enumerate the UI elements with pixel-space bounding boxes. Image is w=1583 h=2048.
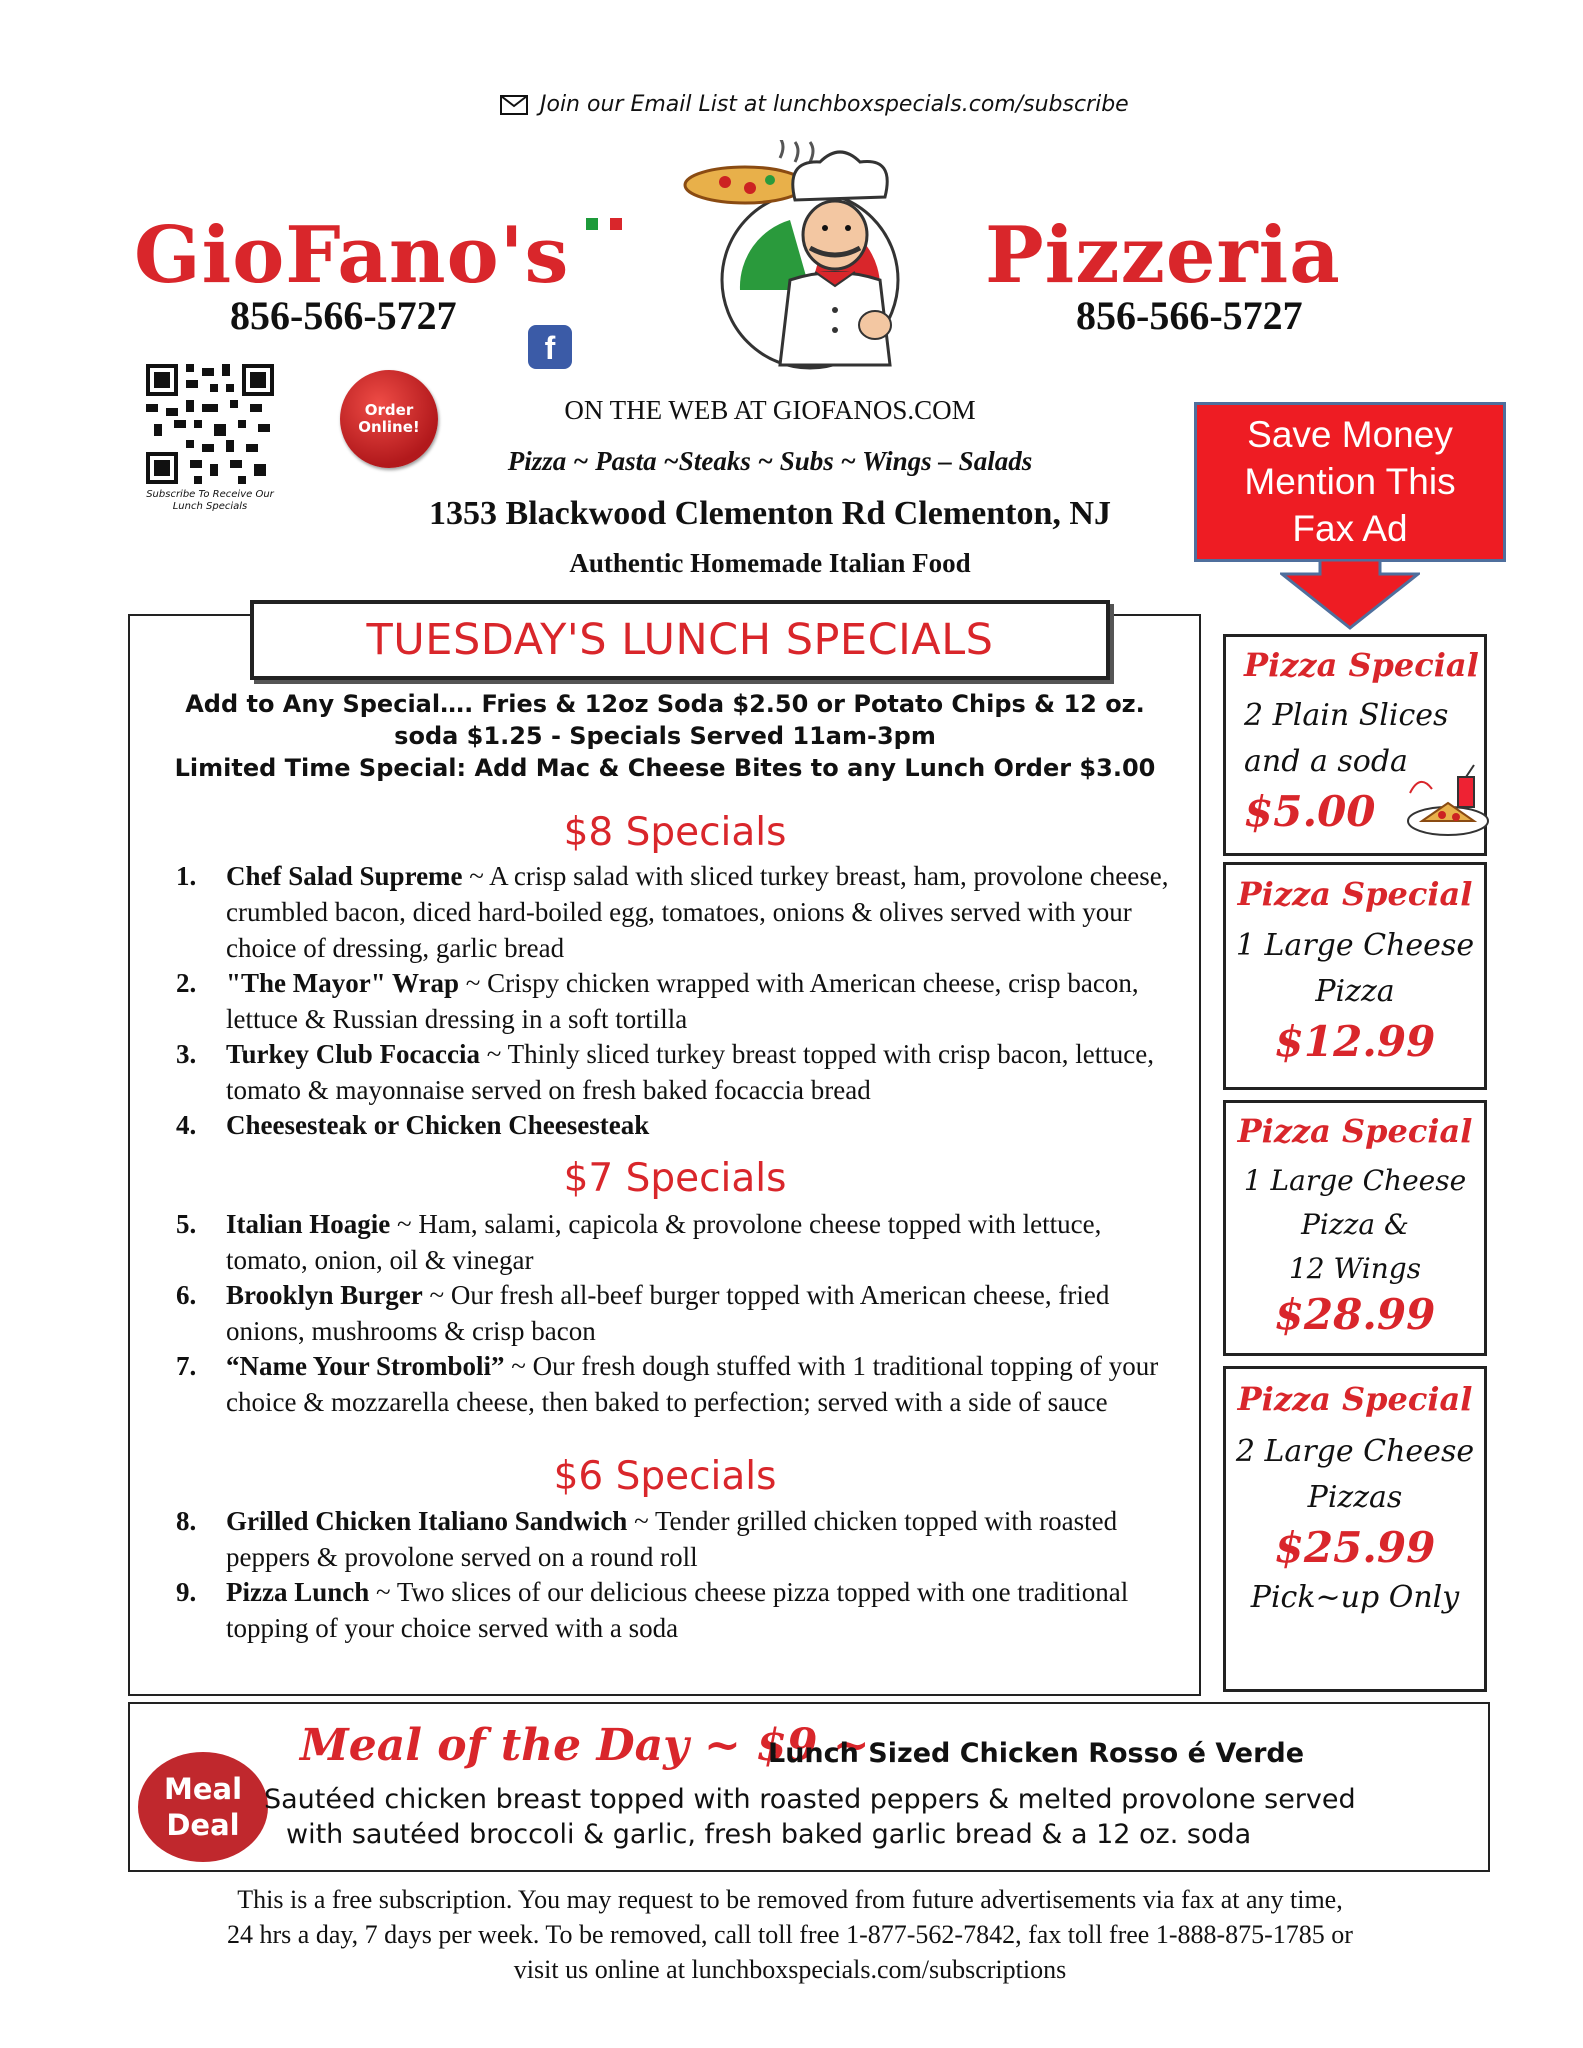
callout-line-1: Save Money bbox=[1247, 414, 1453, 455]
footer-line-2: 24 hrs a day, 7 days per week. To be removed, call toll free 1-877-562-7842, fax toll free 1-888-875-1785 or bbox=[227, 1920, 1353, 1949]
meal-description-line-2: with sautéed broccoli & garlic, fresh baked garlic bread & a 12 oz. soda bbox=[286, 1819, 1252, 1850]
menu-item bbox=[176, 1036, 1176, 1108]
restaurant-address: 1353 Blackwood Clementon Rd Clementon, NJ bbox=[429, 495, 1111, 532]
pizza-special-price: $25.99 bbox=[1274, 1523, 1436, 1572]
pizza-special-heading: Pizza Special bbox=[1244, 646, 1479, 684]
menu-item bbox=[176, 1574, 1176, 1646]
item-text bbox=[226, 858, 1176, 966]
section-heading-7: $7 Specials bbox=[563, 1156, 787, 1201]
item-name: Italian Hoagie bbox=[226, 1209, 391, 1239]
specials-title: TUESDAY'S LUNCH SPECIALS bbox=[366, 615, 994, 665]
footer-line-3[interactable]: visit us online at lunchboxspecials.com/subscriptions bbox=[513, 1955, 1067, 1984]
menu-item bbox=[176, 1107, 1176, 1143]
limited-time-note: Limited Time Special: Add Mac & Cheese Bites to any Lunch Order $3.00 bbox=[174, 754, 1156, 782]
item-name: "The Mayor" Wrap bbox=[226, 968, 459, 998]
item-description: ~ Ham, salami, capicola & provolone cheese topped with lettuce, tomato, onion, oil & vinegar bbox=[226, 1209, 1102, 1275]
item-number: 1. bbox=[176, 861, 197, 891]
footer-disclaimer bbox=[110, 1882, 1470, 1987]
menu-tagline: Pizza ~ Pasta ~Steaks ~ Subs ~ Wings – Salads bbox=[507, 446, 1033, 476]
menu-item bbox=[176, 858, 1176, 966]
section-heading-6: $6 Specials bbox=[553, 1454, 777, 1499]
item-number: 4. bbox=[176, 1110, 197, 1140]
meal-of-the-day-title: Meal of the Day ~ $9 ~ bbox=[300, 1720, 870, 1771]
pizza-special-line: 2 Large Cheese bbox=[1235, 1434, 1475, 1469]
pizza-special-line: Pizzas bbox=[1307, 1480, 1403, 1515]
phone-number-right[interactable]: 856-566-5727 bbox=[1076, 293, 1303, 338]
qr-code-icon[interactable] bbox=[146, 364, 274, 484]
menu-item bbox=[176, 1503, 1176, 1575]
pizza-special-line: 1 Large Cheese bbox=[1243, 1164, 1467, 1197]
pizza-special-card bbox=[1223, 1100, 1487, 1356]
meal-badge-line-2: Deal bbox=[166, 1808, 240, 1842]
item-text bbox=[226, 1206, 1176, 1278]
authentic-food-line: Authentic Homemade Italian Food bbox=[569, 548, 971, 578]
pizza-special-heading: Pizza Special bbox=[1237, 875, 1473, 913]
meal-description-line-1: Sautéed chicken breast topped with roasted peppers & melted provolone served bbox=[264, 1784, 1356, 1815]
soda-and-pizza-icon bbox=[1400, 763, 1496, 841]
item-number: 8. bbox=[176, 1506, 197, 1536]
meal-description bbox=[264, 1782, 1474, 1852]
item-description: ~ Crispy chicken wrapped with American cheese, crisp bacon, lettuce & Russian dressing in a soft tortilla bbox=[226, 968, 1139, 1034]
pizza-special-line: 12 Wings bbox=[1288, 1252, 1422, 1285]
meal-deal-badge bbox=[138, 1752, 268, 1862]
item-name: Chef Salad Supreme bbox=[226, 861, 463, 891]
addon-note bbox=[140, 688, 1190, 752]
item-text bbox=[226, 1036, 1176, 1108]
pizza-special-line: Pizza bbox=[1315, 974, 1395, 1009]
chef-logo-icon bbox=[670, 140, 930, 375]
pizza-special-price: $12.99 bbox=[1274, 1017, 1436, 1066]
pizza-special-card bbox=[1223, 862, 1487, 1090]
meal-of-the-day-subtitle: Lunch Sized Chicken Rosso é Verde bbox=[768, 1738, 1305, 1769]
pizza-special-note: Pick~up Only bbox=[1250, 1580, 1460, 1615]
pizza-special-heading: Pizza Special bbox=[1237, 1112, 1473, 1150]
pizza-special-price: $28.99 bbox=[1274, 1290, 1436, 1339]
qr-caption: Subscribe To Receive Our Lunch Specials bbox=[146, 489, 274, 512]
pizza-special-heading: Pizza Special bbox=[1237, 1380, 1473, 1418]
item-name: Grilled Chicken Italiano Sandwich bbox=[226, 1506, 628, 1536]
item-number: 3. bbox=[176, 1039, 197, 1069]
item-name: Cheesesteak or Chicken Cheesesteak bbox=[226, 1110, 650, 1140]
item-text bbox=[226, 1277, 1176, 1349]
addon-line-1: Add to Any Special…. Fries & 12oz Soda $2.50 or Potato Chips & 12 oz. bbox=[185, 690, 1145, 718]
footer-line-1: This is a free subscription. You may request to be removed from future advertisements via fax at any time, bbox=[237, 1885, 1343, 1914]
website-line[interactable]: ON THE WEB AT GIOFANOS.COM bbox=[564, 395, 976, 425]
item-number: 6. bbox=[176, 1280, 197, 1310]
down-arrow-icon bbox=[1280, 560, 1420, 630]
pizza-special-line: Pizza & bbox=[1301, 1208, 1409, 1241]
pizza-special-line: 2 Plain Slices bbox=[1244, 698, 1449, 733]
specials-title-box bbox=[250, 600, 1110, 680]
item-description: ~ A crisp salad with sliced turkey breast, ham, provolone cheese, crumbled bacon, diced hard-boiled egg, tomatoes, onions & olives served with your choice of dressing, garlic bread bbox=[226, 861, 1169, 963]
email-subscribe-text: Join our Email List at lunchboxspecials.com/subscribe bbox=[540, 92, 1129, 117]
item-name: “Name Your Stromboli” bbox=[226, 1351, 505, 1381]
item-description: ~ Two slices of our delicious cheese pizza topped with one traditional topping of your choice served with a soda bbox=[226, 1577, 1129, 1643]
item-text bbox=[226, 965, 1176, 1037]
item-description: ~ Thinly sliced turkey breast topped with crisp bacon, lettuce, tomato & mayonnaise served on fresh baked focaccia bread bbox=[226, 1039, 1154, 1105]
item-description: ~ Our fresh all-beef burger topped with American cheese, fried onions, mushrooms & crisp bacon bbox=[226, 1280, 1110, 1346]
menu-item bbox=[176, 1206, 1176, 1278]
brand-name-left: GioFano's bbox=[134, 210, 570, 301]
email-subscribe-line bbox=[500, 92, 1140, 117]
item-number: 9. bbox=[176, 1577, 197, 1607]
addon-line-2: soda $1.25 - Specials Served 11am-3pm bbox=[394, 722, 936, 750]
order-online-button[interactable]: Order Online! bbox=[340, 370, 438, 468]
phone-number-left[interactable]: 856-566-5727 bbox=[230, 293, 457, 338]
item-number: 5. bbox=[176, 1209, 197, 1239]
callout-line-3: Fax Ad bbox=[1292, 508, 1408, 549]
item-text bbox=[226, 1503, 1176, 1575]
item-number: 2. bbox=[176, 968, 197, 998]
item-description: ~ Tender grilled chicken topped with roasted peppers & provolone served on a round roll bbox=[226, 1506, 1118, 1572]
pizza-special-line: 1 Large Cheese bbox=[1235, 928, 1475, 963]
item-name: Pizza Lunch bbox=[226, 1577, 370, 1607]
section-heading-8: $8 Specials bbox=[563, 810, 787, 855]
meal-badge-line-1: Meal bbox=[163, 1772, 243, 1806]
menu-item bbox=[176, 1277, 1176, 1349]
brand-name-right: Pizzeria bbox=[985, 210, 1341, 301]
item-name: Turkey Club Focaccia bbox=[226, 1039, 481, 1069]
callout-line-2: Mention This bbox=[1244, 461, 1456, 502]
pizza-special-line: and a soda bbox=[1244, 744, 1408, 779]
item-description: ~ Our fresh dough stuffed with 1 traditional topping of your choice & mozzarella cheese, then baked to perfection; served with a side of sauce bbox=[226, 1351, 1159, 1417]
item-number: 7. bbox=[176, 1351, 197, 1381]
envelope-icon bbox=[500, 95, 528, 115]
menu-item bbox=[176, 965, 1176, 1037]
italian-flag-accent bbox=[586, 218, 622, 230]
item-name: Brooklyn Burger bbox=[226, 1280, 423, 1310]
item-text bbox=[226, 1574, 1176, 1646]
pizza-special-price: $5.00 bbox=[1244, 787, 1376, 836]
item-text bbox=[226, 1107, 1176, 1143]
pizza-special-card bbox=[1223, 1366, 1487, 1692]
save-money-callout bbox=[1194, 402, 1506, 562]
facebook-icon[interactable]: f bbox=[528, 325, 572, 369]
item-text bbox=[226, 1348, 1176, 1420]
menu-item bbox=[176, 1348, 1176, 1420]
